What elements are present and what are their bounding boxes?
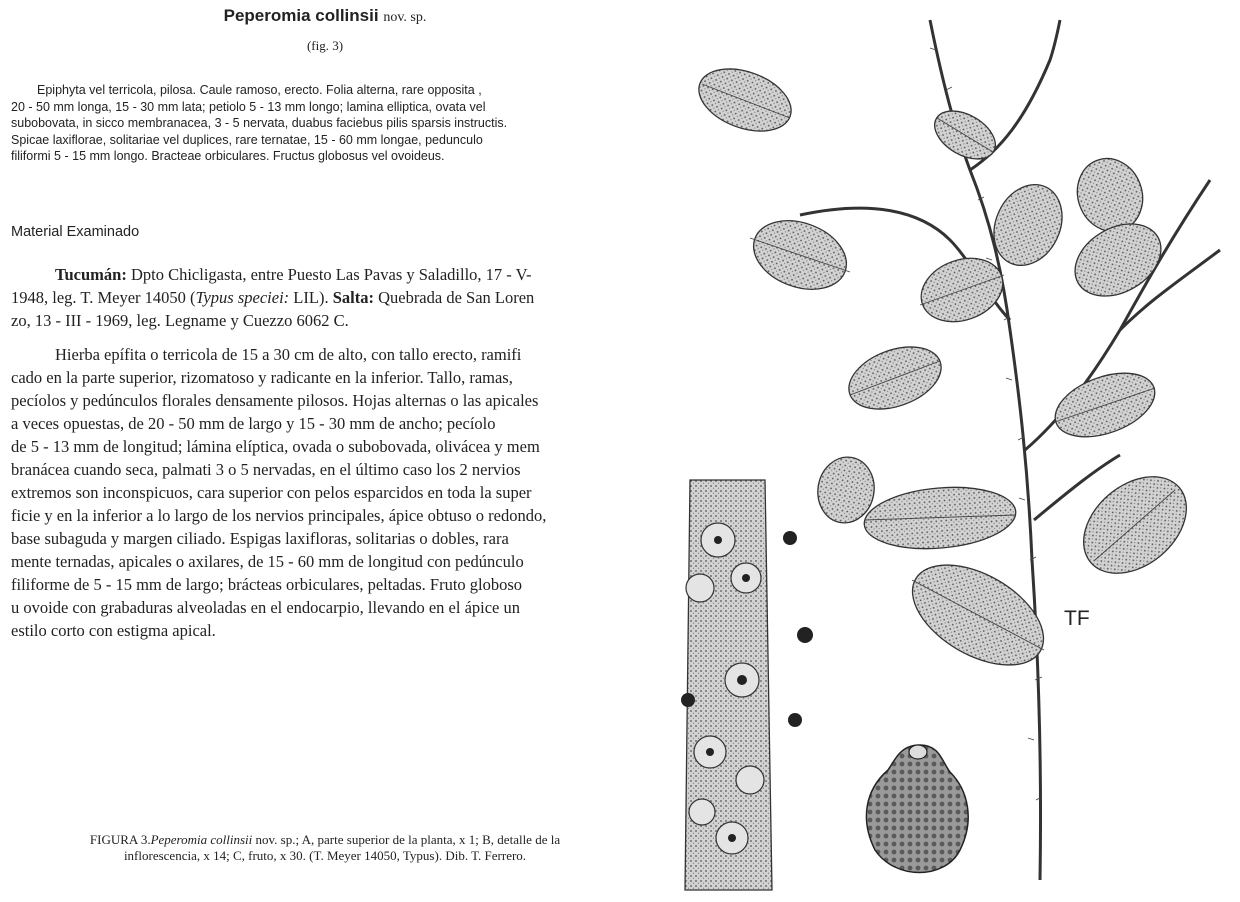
description-paragraph	[11, 343, 635, 642]
main-stem	[800, 20, 1220, 880]
description-line: extremos son inconspicuos, cara superior con pelos esparcidos en toda la super	[11, 483, 532, 502]
inflorescence-detail	[681, 480, 813, 890]
figure-caption	[0, 832, 650, 864]
material-paragraph	[11, 263, 635, 332]
fruit-detail	[866, 745, 968, 873]
material-text: Quebrada de San Loren	[373, 288, 535, 307]
description-line: filiforme de 5 - 15 mm de largo; brácteas orbiculares, peltadas. Fruto globoso	[11, 575, 523, 594]
material-text: Dpto Chicligasta, entre Puesto Las Pavas y Saladillo, 17 - V-	[126, 265, 532, 284]
typus-label: Typus speciei:	[195, 288, 290, 307]
species-name: Peperomia collinsii	[223, 6, 379, 25]
description-line: Hierba epífita o terricola de 15 a 30 cm de alto, con tallo erecto, ramifi	[55, 345, 522, 364]
region-label: Salta:	[332, 288, 374, 307]
caption-text: inflorescencia, x 14; C, fruto, x 30. (T. Meyer 14050, Typus). Dib. T. Ferrero.	[123, 848, 527, 863]
latin-line: filiformi 5 - 15 mm longo. Bracteae orbiculares. Fructus globosus vel ovoideus.	[11, 149, 445, 163]
caption-species: Peperomia collinsii	[150, 832, 253, 847]
latin-line: 20 - 50 mm longa, 15 - 30 mm lata; petiolo 5 - 13 mm longo; lamina elliptica, ovata vel	[11, 99, 486, 114]
figure-reference: (fig. 3)	[306, 38, 344, 53]
artist-initials: TF	[1064, 607, 1090, 630]
description-line: ficie y en la inferior a lo largo de los nervios principales, ápice obtuso o redondo,	[11, 506, 547, 525]
description-line: cado en la parte superior, rizomatoso y radicante en la inferior. Tallo, ramas,	[11, 368, 513, 387]
latin-diagnosis	[11, 82, 639, 165]
latin-line: Epiphyta vel terricola, pilosa. Caule ramoso, erecto. Folia alterna, rare opposita ,	[37, 83, 482, 97]
description-line: mente ternadas, apicales o axilares, de 15 - 60 mm de longitud con pedúnculo	[11, 552, 524, 571]
leaf	[690, 57, 799, 142]
description-line: pecíolos y pedúnculos florales densamente pilosos. Hojas alternas o las apicales	[11, 391, 539, 410]
material-text: LIL).	[289, 288, 333, 307]
description-line: base subaguda y margen ciliado. Espigas laxifloras, solitarias o dobles, rara	[11, 529, 509, 548]
description-line: u ovoide con grabaduras alveoladas en el endocarpio, llevando en el ápice un	[11, 598, 521, 617]
species-title	[0, 6, 650, 26]
latin-line: Spicae laxiflorae, solitariae vel duplices, rare ternatae, 15 - 60 mm longae, pedunculo	[11, 132, 483, 147]
leaf	[862, 481, 1019, 554]
latin-line: subobovata, in sicco membranacea, 3 - 5 nervata, duabus faciebus pilis sparsis instructis.	[11, 116, 508, 130]
description-line: branácea cuando seca, palmati 3 o 5 nervadas, en el último caso los 2 nervios	[11, 460, 521, 479]
description-line: estilo corto con estigma apical.	[11, 621, 216, 640]
plant-illustration	[650, 0, 1240, 902]
description-line: de 5 - 13 mm de longitud; lámina elíptica, ovada o subobovada, olivácea y mem	[11, 437, 540, 456]
caption-label: FIGURA 3.	[89, 832, 151, 847]
stem-hairs	[930, 48, 1042, 800]
material-text: zo, 13 - III - 1969, leg. Legname y Cuezzo 6062 C.	[11, 311, 349, 330]
section-heading: Material Examinado	[11, 224, 140, 240]
region-label: Tucumán:	[55, 265, 127, 284]
material-text: 1948, leg. T. Meyer 14050 (	[11, 288, 196, 307]
leaf	[981, 173, 1075, 276]
description-line: a veces opuestas, de 20 - 50 mm de largo y 15 - 30 mm de ancho; pecíolo	[11, 414, 496, 433]
caption-text: nov. sp.; A, parte superior de la planta, x 1; B, detalle de la	[252, 832, 561, 847]
species-status: nov. sp.	[383, 10, 427, 25]
